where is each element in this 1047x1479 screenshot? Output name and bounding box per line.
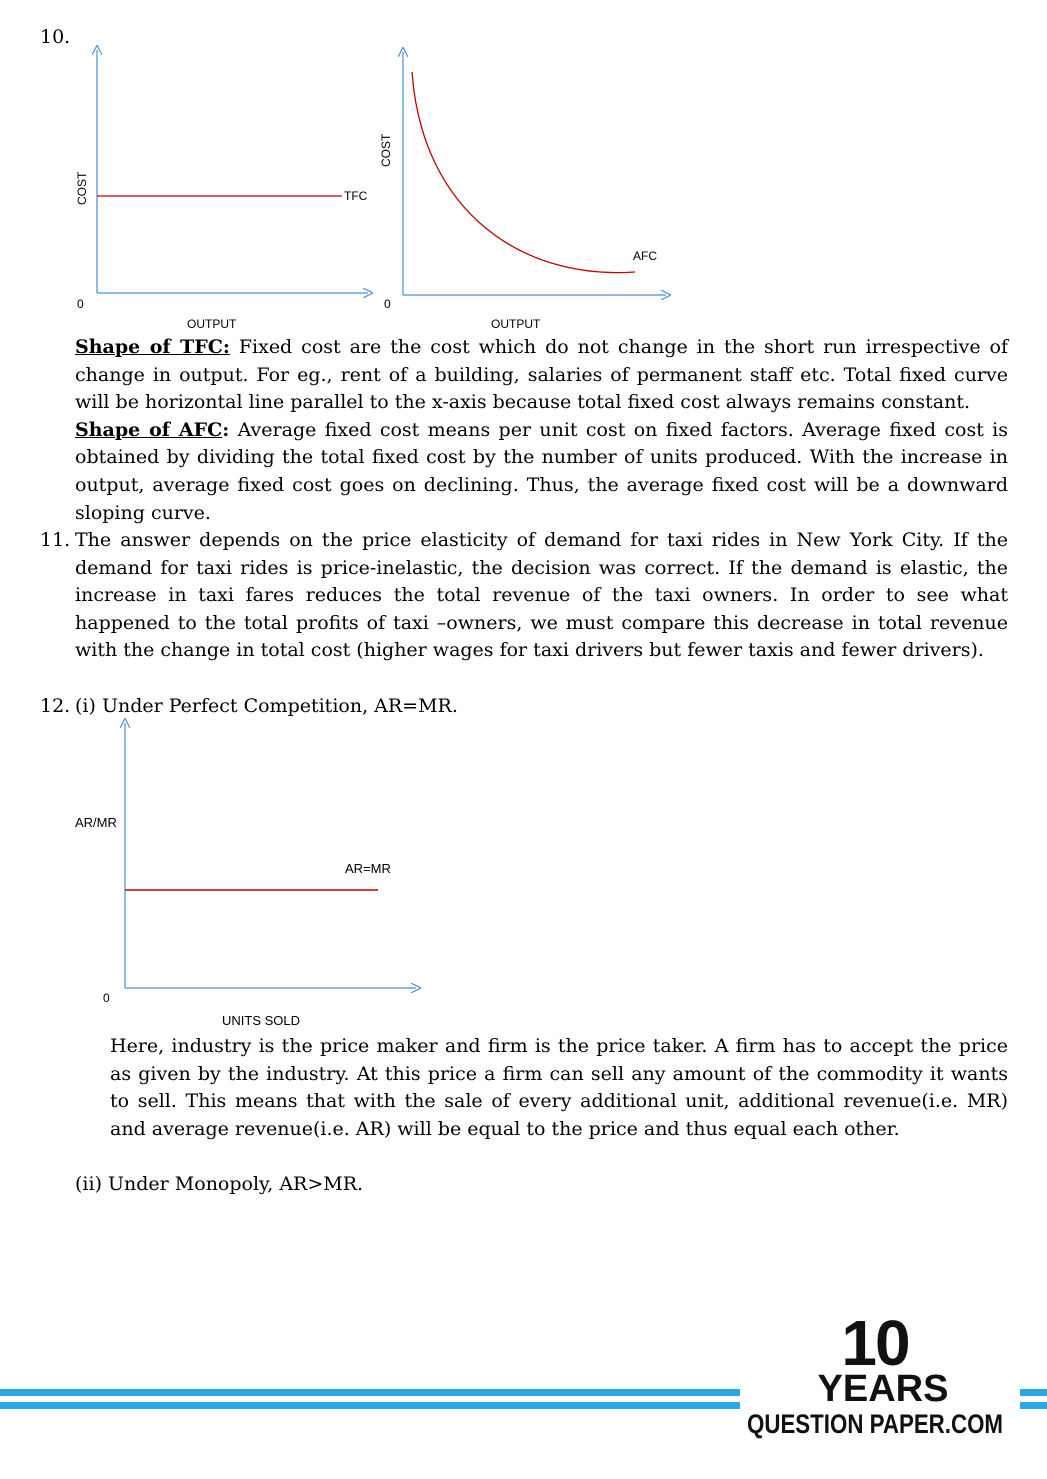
footer-stripe-left-2 (0, 1402, 740, 1409)
logo-number: 10 (841, 1307, 909, 1379)
armr-label: AR=MR (345, 861, 391, 876)
origin-label: 0 (103, 991, 110, 1005)
tfc-explanation (75, 334, 1008, 527)
footer-stripe-right (1020, 1389, 1047, 1396)
tfc-chart (60, 40, 380, 335)
x-axis-label: OUTPUT (187, 317, 237, 331)
logo-years: YEARS (817, 1368, 949, 1410)
question-number: 11. (40, 529, 71, 551)
y-axis-label: COST (75, 171, 89, 205)
afc-colon: : (222, 418, 230, 441)
afc-chart (370, 40, 680, 335)
q12-part2: (ii) Under Monopoly, AR>MR. (75, 1173, 364, 1195)
q12-explanation: Here, industry is the price maker and firm is the price taker. A firm has to accept the price as given by the industry. At this price a firm can sell any amount of the commodity it wants to sell. This means that with the sale of every additional unit, additional revenue(i.e. MR) and average revenue(i.e. AR) will be equal to the price and thus equal each other. (110, 1035, 1008, 1140)
afc-text: Average fixed cost means per unit cost on fixed factors. Average fixed cost is obtained by dividing the total fixed cost by the number of units produced. With the increase in output, average fixed cost goes on declining. Thus, the average fixed cost will be a downward sloping curve. (75, 418, 1008, 524)
logo-site: QUESTION PAPER.COM (747, 1409, 1003, 1439)
origin-label: 0 (384, 297, 391, 311)
footer-stripe-right-2 (1020, 1402, 1047, 1409)
origin-label: 0 (77, 297, 84, 311)
afc-heading: Shape of AFC (75, 418, 223, 441)
x-axis-label: OUTPUT (491, 317, 541, 331)
footer-stripe-left (0, 1389, 740, 1396)
question-number: 12. (40, 695, 71, 717)
x-axis-label: UNITS SOLD (222, 1013, 301, 1028)
tfc-heading: Shape of TFC: (75, 336, 230, 358)
afc-curve (412, 72, 635, 273)
question-number: 10. (40, 26, 71, 48)
tfc-label: TFC (344, 189, 368, 203)
y-axis-label: AR/MR (75, 815, 117, 830)
q12-part1: (i) Under Perfect Competition, AR=MR. (75, 695, 458, 717)
tfc-text: Fixed cost are the cost which do not change in the short run irrespective of change in output. For eg., rent of a building, salaries of permanent staff etc. Total fixed curve will be horizontal line parallel to the x-axis because total fixed cost always remains constant. (75, 336, 1009, 414)
armr-chart (70, 715, 430, 1035)
y-axis-label: COST (379, 133, 393, 167)
afc-label: AFC (633, 249, 657, 263)
site-logo (745, 1305, 1020, 1445)
q11-answer: The answer depends on the price elasticity of demand for taxi rides in New York City. If the demand for taxi rides is price-inelastic, the decision was correct. If the demand is elastic, the increase in taxi fares reduces the total revenue of the taxi owners. In order to see what happened to the total profits of taxi –owners, we must compare this decrease in total revenue with the change in total cost (higher wages for taxi drivers but fewer taxis and fewer drivers). (75, 529, 1008, 662)
